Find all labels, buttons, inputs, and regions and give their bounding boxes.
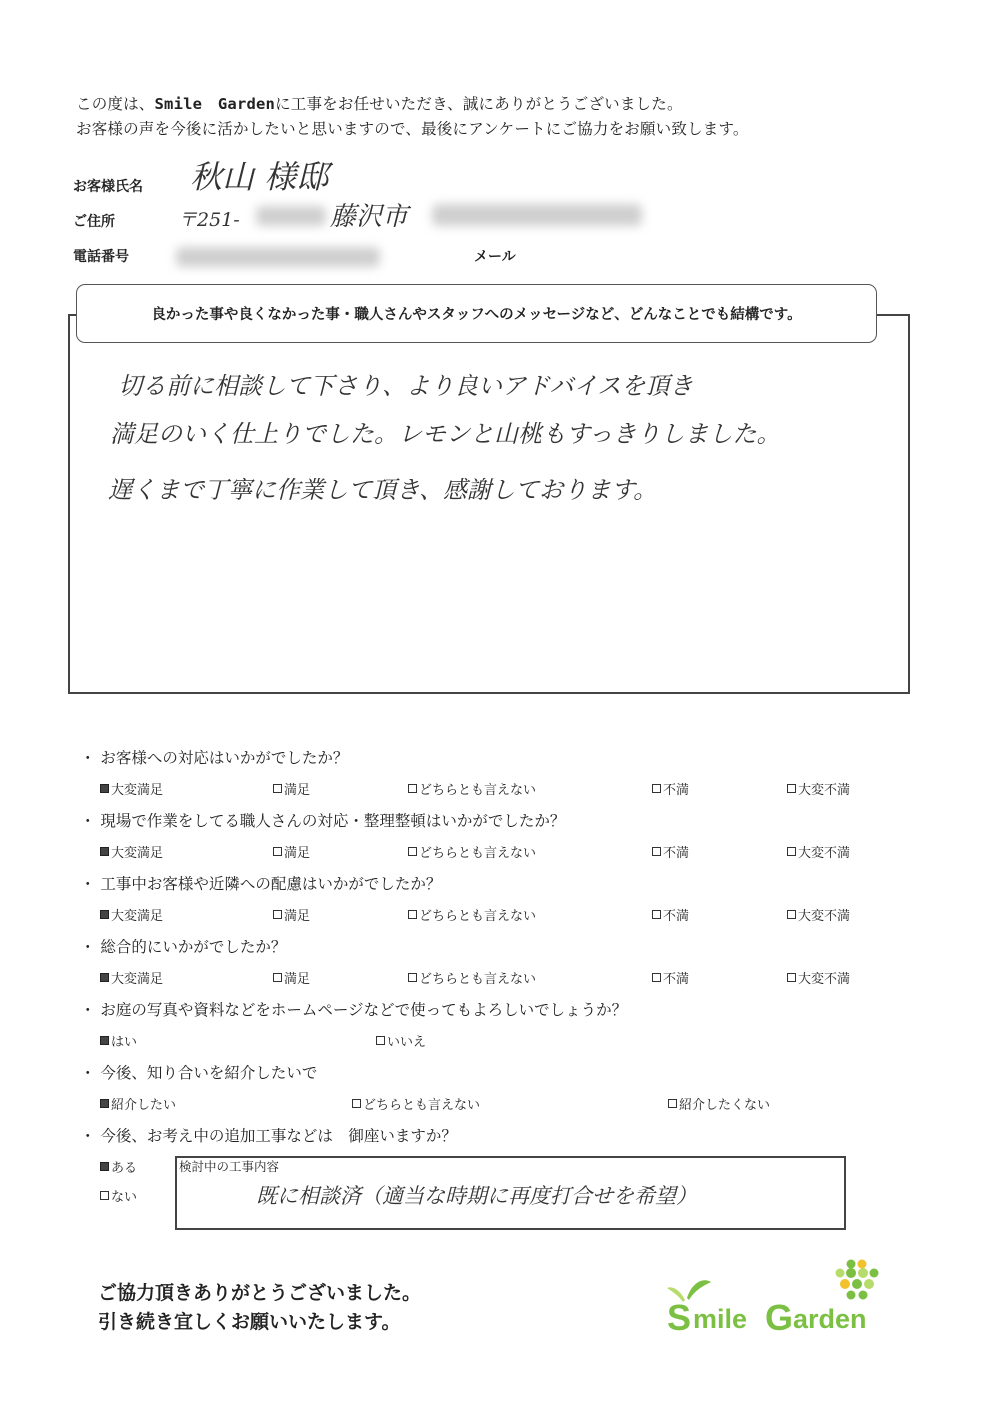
checkbox[interactable]: [787, 910, 796, 919]
q1-option-1[interactable]: 大変満足: [100, 779, 163, 798]
logo-letter-g: G: [765, 1297, 794, 1338]
q1-option-4[interactable]: 不満: [652, 779, 689, 798]
checkbox-checked[interactable]: [100, 1099, 109, 1108]
checkbox[interactable]: [652, 847, 661, 856]
footer-line-2: 引き続き宜しくお願いいたします。: [98, 1311, 401, 1333]
checkbox[interactable]: [652, 973, 661, 982]
checkbox[interactable]: [652, 784, 661, 793]
intro-line-1: [76, 92, 683, 114]
q2-option-4[interactable]: 不満: [652, 842, 689, 861]
checkbox[interactable]: [408, 910, 417, 919]
question-1: ・ お客様への対応はいかがでしたか？: [80, 749, 349, 767]
name-label: お客様氏名: [73, 179, 143, 195]
checkbox[interactable]: [787, 847, 796, 856]
checkbox[interactable]: [273, 784, 282, 793]
q5-option-no[interactable]: いいえ: [376, 1031, 426, 1050]
question-6: ・ 今後、知り合いを紹介したいで: [80, 1064, 318, 1082]
q1-option-5[interactable]: 大変不満: [787, 779, 850, 798]
checkbox[interactable]: [668, 1099, 677, 1108]
intro-prefix: この度は、: [76, 95, 155, 113]
q1-option-3[interactable]: どちらとも言えない: [408, 779, 536, 798]
checkbox-checked[interactable]: [100, 784, 109, 793]
q1-option-2[interactable]: 満足: [273, 779, 310, 798]
checkbox-checked[interactable]: [100, 1162, 109, 1171]
phone-label: 電話番号: [73, 249, 129, 265]
additional-work-label: 検討中の工事内容: [179, 1159, 280, 1174]
checkbox[interactable]: [787, 973, 796, 982]
name-value: 秋山 様邸: [190, 158, 329, 196]
footer-line-1: ご協力頂きありがとうございました。: [98, 1282, 422, 1304]
intro-suffix: に工事をお任せいただき、誠にありがとうございました。: [275, 95, 683, 113]
checkbox[interactable]: [376, 1036, 385, 1045]
city: 藤沢市: [330, 202, 409, 232]
q4-option-2[interactable]: 満足: [273, 968, 310, 987]
checkbox[interactable]: [408, 847, 417, 856]
q3-option-3[interactable]: どちらとも言えない: [408, 905, 536, 924]
question-7: ・ 今後、お考え中の追加工事などは 御座いますか？: [80, 1127, 457, 1145]
q3-option-4[interactable]: 不満: [652, 905, 689, 924]
email-label: メール: [474, 249, 516, 265]
q4-option-1[interactable]: 大変満足: [100, 968, 163, 987]
question-3: ・ 工事中お客様や近隣への配慮はいかがでしたか？: [80, 875, 442, 893]
message-header: 良かった事や良くなかった事・職人さんやスタッフへのメッセージなど、どんなことでも結構です。: [76, 284, 877, 343]
checkbox[interactable]: [100, 1191, 109, 1200]
q4-option-3[interactable]: どちらとも言えない: [408, 968, 536, 987]
additional-work-answer[interactable]: 既に相談済（適当な時期に再度打合せを希望）: [256, 1184, 697, 1208]
question-5: ・ お庭の写真や資料などをホームページなどで使ってもよろしいでしょうか？: [80, 1001, 628, 1019]
q2-option-2[interactable]: 満足: [273, 842, 310, 861]
checkbox[interactable]: [652, 910, 661, 919]
q5-option-yes[interactable]: はい: [100, 1031, 137, 1050]
q3-option-1[interactable]: 大変満足: [100, 905, 163, 924]
q6-option-1[interactable]: 紹介したい: [100, 1094, 176, 1113]
checkbox[interactable]: [408, 973, 417, 982]
brand-name: Smile Garden: [154, 95, 276, 113]
checkbox-checked[interactable]: [100, 973, 109, 982]
checkbox[interactable]: [408, 784, 417, 793]
checkbox[interactable]: [273, 973, 282, 982]
q3-option-2[interactable]: 満足: [273, 905, 310, 924]
redacted-postal: [256, 206, 326, 226]
postal-code: 〒251-: [178, 209, 240, 231]
checkbox[interactable]: [273, 910, 282, 919]
q2-option-1[interactable]: 大変満足: [100, 842, 163, 861]
message-line-3: 遅くまで丁寧に作業して頂き、感謝しております。: [108, 476, 658, 504]
smile-garden-logo: [665, 1258, 905, 1338]
question-2: ・ 現場で作業をしてる職人さんの対応・整理整頓はいかがでしたか？: [80, 812, 566, 830]
checkbox-checked[interactable]: [100, 847, 109, 856]
logo-letter-s: S: [667, 1297, 692, 1338]
q3-option-5[interactable]: 大変不満: [787, 905, 850, 924]
redacted-address: [432, 204, 642, 226]
q4-option-5[interactable]: 大変不満: [787, 968, 850, 987]
question-4: ・ 総合的にいかがでしたか？: [80, 938, 287, 956]
checkbox[interactable]: [273, 847, 282, 856]
q4-option-4[interactable]: 不満: [652, 968, 689, 987]
logo-word-arden: arden: [793, 1304, 867, 1334]
q2-option-5[interactable]: 大変不満: [787, 842, 850, 861]
q2-option-3[interactable]: どちらとも言えない: [408, 842, 536, 861]
checkbox[interactable]: [352, 1099, 361, 1108]
checkbox[interactable]: [787, 784, 796, 793]
checkbox-checked[interactable]: [100, 910, 109, 919]
logo-word-mile: mile: [693, 1304, 748, 1334]
address-label: ご住所: [73, 214, 115, 230]
intro-line-2: お客様の声を今後に活かしたいと思いますので、最後にアンケートにご協力をお願い致します。: [76, 120, 749, 138]
redacted-phone: [176, 247, 380, 267]
message-line-2: 満足のいく仕上りでした。レモンと山桃もすっきりしました。: [110, 420, 781, 448]
logo-dots: [836, 1260, 879, 1300]
checkbox-checked[interactable]: [100, 1036, 109, 1045]
q6-option-2[interactable]: どちらとも言えない: [352, 1094, 480, 1113]
q7-option-no[interactable]: ない: [100, 1186, 137, 1205]
q7-option-yes[interactable]: ある: [100, 1157, 137, 1176]
q6-option-3[interactable]: 紹介したくない: [668, 1094, 770, 1113]
message-line-1: 切る前に相談して下さり、より良いアドバイスを頂き: [118, 372, 694, 400]
